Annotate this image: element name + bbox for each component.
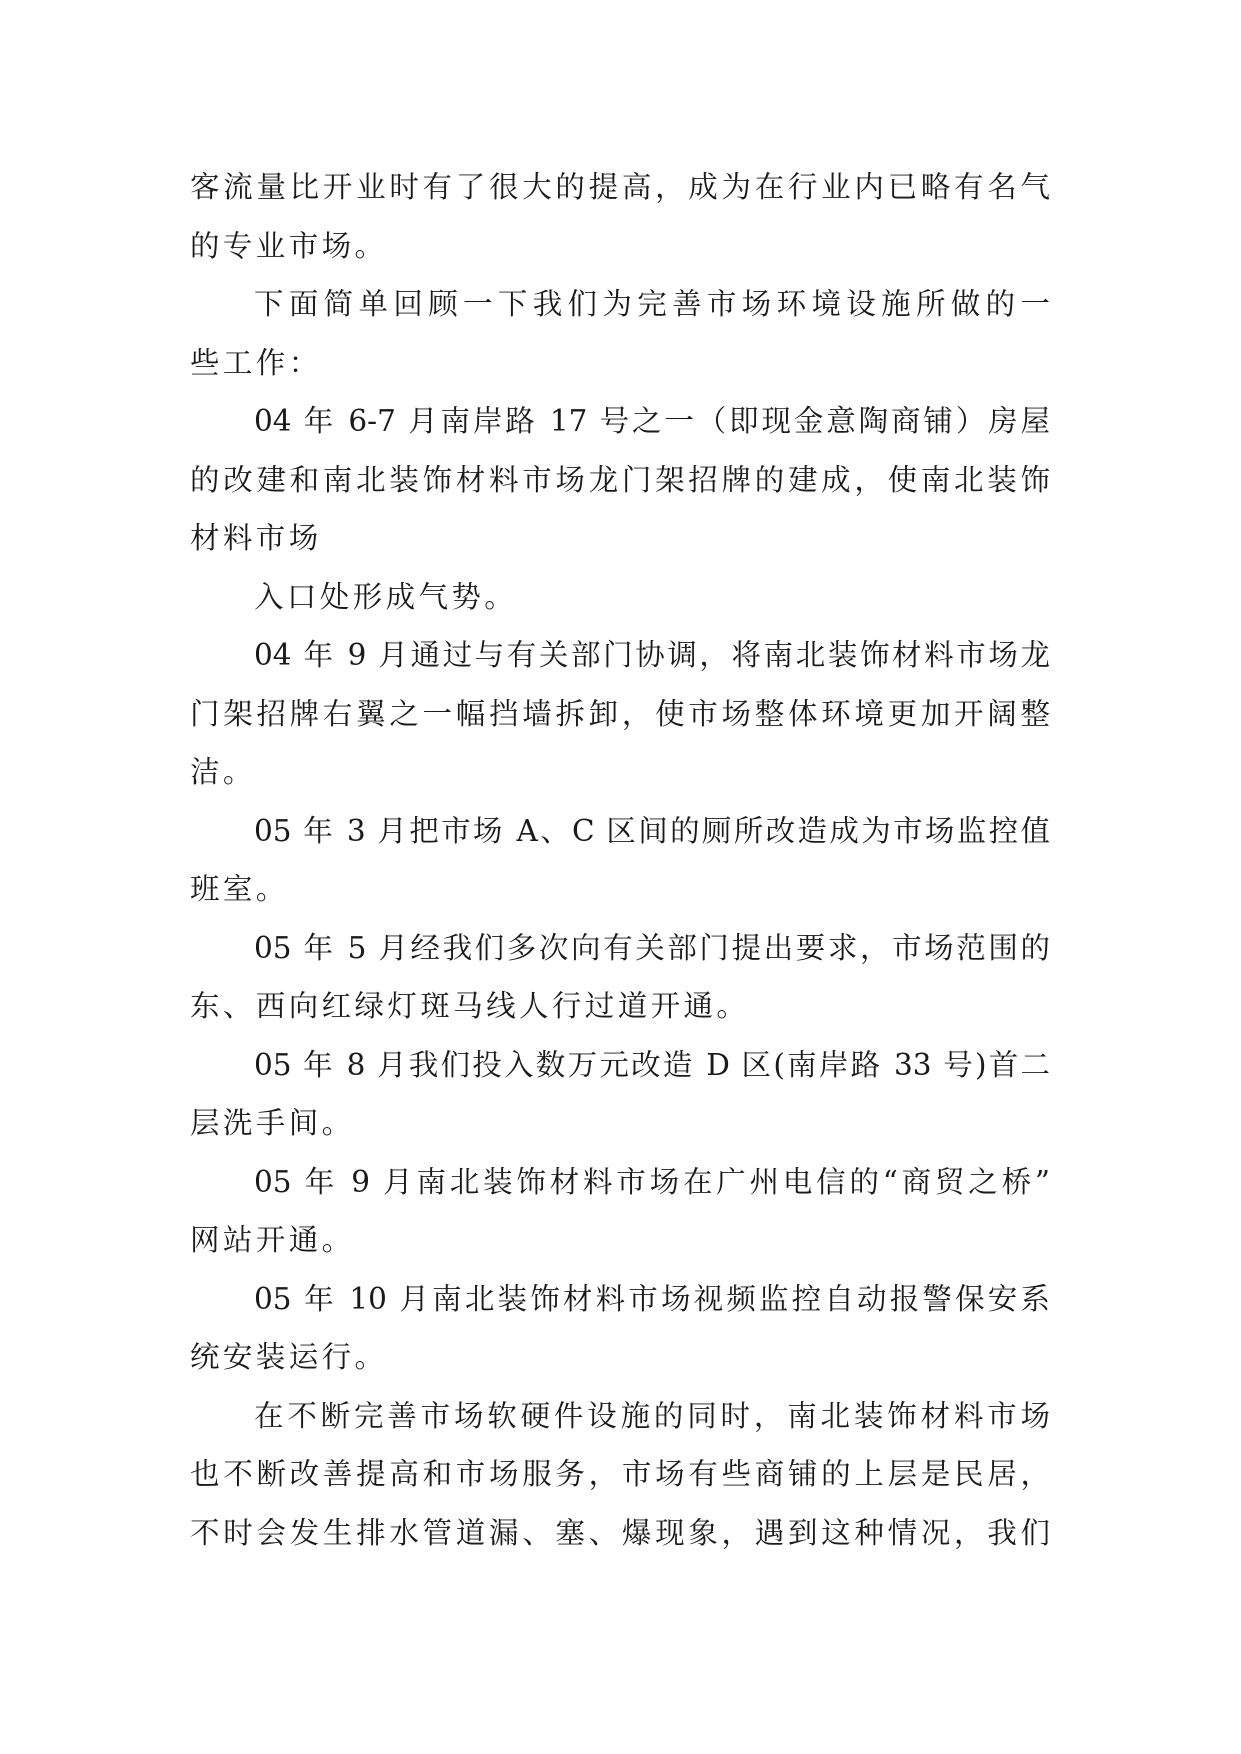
text-line: 层洗手间。 <box>190 1106 355 1140</box>
text-line: 入口处形成气势。 <box>254 579 518 614</box>
text-line: 网站开通。 <box>190 1223 355 1257</box>
text-line: 05 年 8 月我们投入数万元改造 D 区(南岸路 33 号)首二 <box>254 1047 1050 1082</box>
text-line: 下面简单回顾一下我们为完善市场环境设施所做的一 <box>254 287 1050 321</box>
text-line: 不时会发生排水管道漏、塞、爆现象，遇到这种情况，我们 <box>190 1515 1050 1550</box>
text-line: 的专业市场。 <box>190 228 388 263</box>
text-line: 05 年 5 月经我们多次向有关部门提出要求，市场范围的 <box>254 930 1050 965</box>
text-line: 东、西向红绿灯斑马线人行过道开通。 <box>190 989 750 1023</box>
text-line: 的改建和南北装饰材料市场龙门架招牌的建成，使南北装饰 <box>190 462 1050 497</box>
text-line: 05 年 3 月把市场 A、C 区间的厕所改造成为市场监控值 <box>254 813 1050 848</box>
text-line: 客流量比开业时有了很大的提高，成为在行业内已略有名气 <box>190 170 1050 204</box>
text-line: 统安装运行。 <box>190 1340 388 1374</box>
document-body <box>190 158 1050 1562</box>
text-line: 洁。 <box>190 755 256 789</box>
text-line: 05 年 9 月南北装饰材料市场在广州电信的“商贸之桥” <box>254 1164 1050 1199</box>
text-line: 05 年 10 月南北装饰材料市场视频监控自动报警保安系 <box>254 1281 1050 1316</box>
text-line: 材料市场 <box>190 521 322 555</box>
text-line: 04 年 6-7 月南岸路 17 号之一（即现金意陶商铺）房屋 <box>254 404 1050 438</box>
text-line: 也不断改善提高和市场服务，市场有些商铺的上层是民居， <box>190 1457 1050 1491</box>
text-line: 班室。 <box>190 872 289 906</box>
text-line: 04 年 9 月通过与有关部门协调，将南北装饰材料市场龙 <box>254 638 1050 672</box>
text-line: 在不断完善市场软硬件设施的同时，南北装饰材料市场 <box>254 1398 1050 1433</box>
text-line: 门架招牌右翼之一幅挡墙拆卸，使市场整体环境更加开阔整 <box>190 696 1050 731</box>
text-line: 些工作： <box>190 345 322 380</box>
